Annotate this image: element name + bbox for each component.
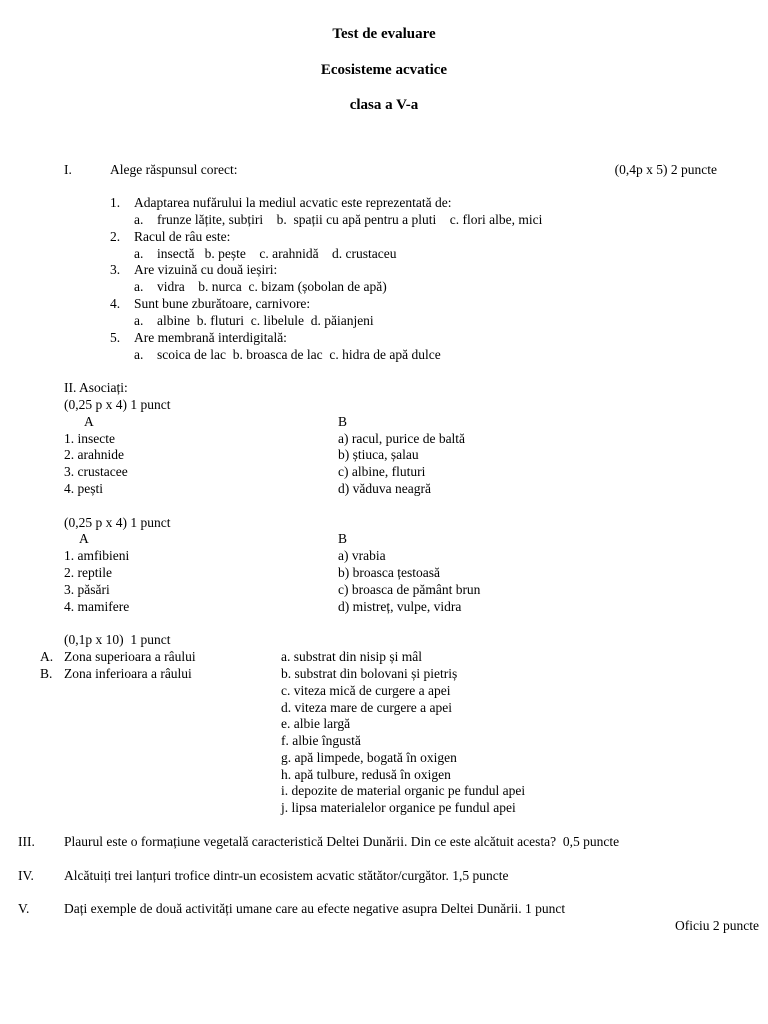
option-letter: a.: [134, 313, 144, 328]
question-number: 4.: [110, 296, 121, 311]
option-letter: a.: [134, 279, 144, 294]
match-left-item: 4. pești: [64, 481, 103, 496]
question-options: insectă b. pește c. arahnidă d. crustaceu: [157, 246, 397, 261]
zone-feature: j. lipsa materialelor organice pe fundul apei: [281, 800, 516, 815]
section-5-roman: V.: [18, 901, 30, 916]
question-number: 2.: [110, 229, 121, 244]
zone-letter: A.: [40, 649, 54, 664]
section-4-roman: IV.: [18, 868, 34, 883]
zone-label: Zona superioara a râului: [64, 649, 196, 664]
question-text: Racul de râu este:: [134, 229, 231, 244]
match-left-item: 2. reptile: [64, 565, 112, 580]
option-letter: a.: [134, 246, 144, 261]
zone-feature: f. albie îngustă: [281, 733, 361, 748]
group-2-col-a: A: [79, 531, 89, 546]
match-right-item: d) mistreț, vulpe, vidra: [338, 599, 462, 614]
question-text: Sunt bune zburătoare, carnivore:: [134, 296, 311, 311]
document-title: Test de evaluare: [332, 26, 436, 42]
zone-feature: b. substrat din bolovani și pietriș: [281, 666, 458, 681]
match-left-item: 4. mamifere: [64, 599, 130, 614]
group-1-col-a: A: [84, 414, 94, 429]
group-1-col-b: B: [338, 414, 348, 429]
document-subtitle: Ecosisteme acvatice: [320, 62, 448, 78]
section-2-title: II. Asociați:: [64, 380, 128, 395]
zone-feature: h. apă tulbure, redusă în oxigen: [281, 767, 451, 782]
question-options: vidra b. nurca c. bizam (șobolan de apă): [157, 279, 387, 294]
match-right-item: a) vrabia: [338, 548, 386, 563]
option-letter: a.: [134, 212, 144, 227]
match-right-item: b) broasca țestoasă: [338, 565, 440, 580]
option-letter: a.: [134, 347, 144, 362]
section-1-points: (0,4p x 5) 2 puncte: [614, 162, 717, 177]
match-right-item: d) văduva neagră: [338, 481, 431, 496]
question-text: Are membrană interdigitală:: [134, 330, 287, 345]
section-3-text: Plaurul este o formațiune vegetală caracteristică Deltei Dunării. Din ce este alcătuit acesta? 0,5 puncte: [64, 834, 620, 849]
section-1-roman: I.: [64, 162, 72, 177]
section-4-text: Alcătuiți trei lanțuri trofice dintr-un ecosistem acvatic stătător/curgător. 1,5 puncte: [64, 868, 509, 883]
match-right-item: c) broasca de pământ brun: [338, 582, 481, 597]
zone-feature: c. viteza mică de curgere a apei: [281, 683, 451, 698]
match-left-item: 1. insecte: [64, 431, 115, 446]
zone-feature: e. albie largă: [281, 716, 351, 731]
question-options: albine b. fluturi c. libelule d. păianjeni: [157, 313, 374, 328]
zone-feature: a. substrat din nisip și mâl: [281, 649, 422, 664]
grade-label: clasa a V-a: [349, 97, 419, 113]
question-text: Adaptarea nufărului la mediul acvatic este reprezentată de:: [134, 195, 452, 210]
question-number: 5.: [110, 330, 121, 345]
question-number: 3.: [110, 262, 121, 277]
match-left-item: 2. arahnide: [64, 447, 124, 462]
match-left-item: 3. crustacee: [64, 464, 128, 479]
match-right-item: a) racul, purice de baltă: [338, 431, 466, 446]
match-left-item: 3. păsări: [64, 582, 110, 597]
group-3-points: (0,1p x 10) 1 punct: [64, 632, 171, 647]
question-options: scoica de lac b. broasca de lac c. hidra de apă dulce: [157, 347, 441, 362]
zone-letter: B.: [40, 666, 53, 681]
zone-feature: g. apă limpede, bogată în oxigen: [281, 750, 457, 765]
question-number: 1.: [110, 195, 121, 210]
section-1-instruction: Alege răspunsul corect:: [110, 162, 238, 177]
question-text: Are vizuină cu două ieșiri:: [134, 262, 278, 277]
zone-feature: i. depozite de material organic pe fundul apei: [281, 783, 526, 798]
match-right-item: c) albine, fluturi: [338, 464, 426, 479]
section-3-roman: III.: [18, 834, 35, 849]
match-right-item: b) știuca, șalau: [338, 447, 419, 462]
zone-feature: d. viteza mare de curgere a apei: [281, 700, 453, 715]
group-1-points: (0,25 p x 4) 1 punct: [64, 397, 171, 412]
oficiu-points: Oficiu 2 puncte: [675, 918, 759, 933]
group-2-col-b: B: [338, 531, 348, 546]
group-2-points: (0,25 p x 4) 1 punct: [64, 515, 171, 530]
section-5-text: Dați exemple de două activități umane care au efecte negative asupra Deltei Dunării. 1 punct: [64, 901, 566, 916]
question-options: frunze lățite, subțiri b. spații cu apă pentru a pluti c. flori albe, mici: [157, 212, 543, 227]
zone-label: Zona inferioara a râului: [64, 666, 192, 681]
match-left-item: 1. amfibieni: [64, 548, 130, 563]
